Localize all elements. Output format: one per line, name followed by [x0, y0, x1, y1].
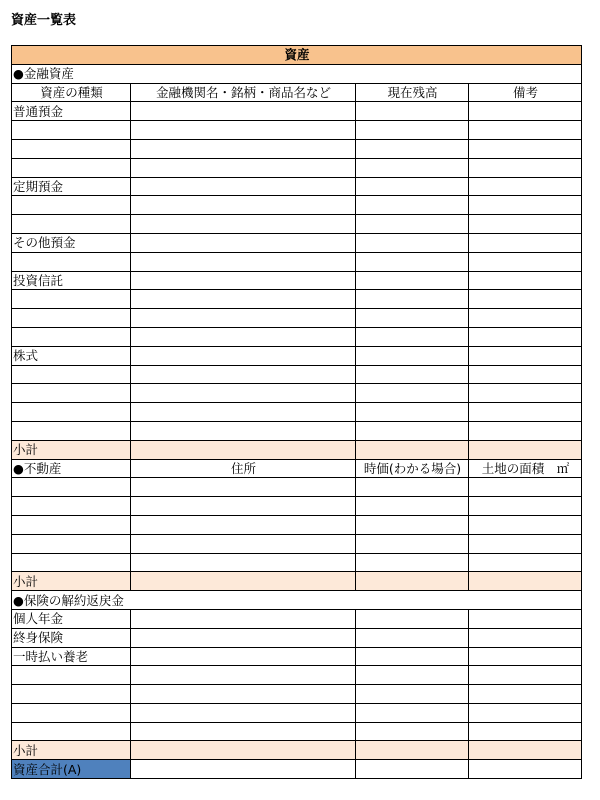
cell[interactable]: [356, 760, 469, 779]
cell[interactable]: [131, 196, 356, 215]
cell[interactable]: [12, 666, 131, 685]
cell[interactable]: [12, 196, 131, 215]
cell[interactable]: [469, 440, 582, 459]
cell[interactable]: [356, 553, 469, 572]
cell[interactable]: [12, 121, 131, 140]
cell[interactable]: [469, 309, 582, 328]
cell[interactable]: [469, 177, 582, 196]
cell[interactable]: [131, 121, 356, 140]
subtotal-row: [12, 440, 582, 459]
section-financial[interactable]: ●金融資産: [12, 64, 582, 83]
col-land-area[interactable]: 土地の面積 ㎡: [469, 459, 582, 478]
insurance-item[interactable]: 個人年金: [12, 609, 131, 628]
cell[interactable]: [356, 741, 469, 760]
cell[interactable]: [469, 215, 582, 234]
cell[interactable]: [469, 534, 582, 553]
cell[interactable]: [356, 534, 469, 553]
cell[interactable]: [469, 290, 582, 309]
category-cell[interactable]: 投資信託: [12, 271, 131, 290]
cell[interactable]: [469, 196, 582, 215]
document-title: 資産一覧表: [11, 13, 77, 28]
cell[interactable]: [131, 628, 356, 647]
table-row: [12, 346, 582, 365]
cell[interactable]: [131, 497, 356, 516]
cell[interactable]: [12, 403, 131, 422]
cell[interactable]: [12, 158, 131, 177]
table-row: [12, 365, 582, 384]
cell[interactable]: [469, 553, 582, 572]
cell[interactable]: [12, 290, 131, 309]
cell[interactable]: [469, 252, 582, 271]
cell[interactable]: [469, 760, 582, 779]
section-realestate[interactable]: ●不動産: [12, 459, 131, 478]
section-row: [12, 591, 582, 610]
cell[interactable]: [12, 215, 131, 234]
cell[interactable]: [131, 158, 356, 177]
cell[interactable]: [131, 666, 356, 685]
cell[interactable]: [469, 346, 582, 365]
table-row: [12, 421, 582, 440]
subtotal-label[interactable]: 小計: [12, 440, 131, 459]
total-label[interactable]: 資産合計(A): [12, 760, 131, 779]
cell[interactable]: [131, 515, 356, 534]
table-row: [12, 327, 582, 346]
cell[interactable]: [356, 158, 469, 177]
cell[interactable]: [356, 196, 469, 215]
table-row: [12, 515, 582, 534]
cell[interactable]: [131, 722, 356, 741]
cell[interactable]: [131, 534, 356, 553]
cell[interactable]: [131, 609, 356, 628]
cell[interactable]: [131, 102, 356, 121]
cell[interactable]: [469, 515, 582, 534]
cell[interactable]: [131, 271, 356, 290]
cell[interactable]: [356, 309, 469, 328]
cell[interactable]: [469, 478, 582, 497]
cell[interactable]: [356, 647, 469, 666]
cell[interactable]: [469, 741, 582, 760]
cell[interactable]: [356, 252, 469, 271]
cell[interactable]: [131, 760, 356, 779]
cell[interactable]: [469, 233, 582, 252]
cell[interactable]: [12, 497, 131, 516]
cell[interactable]: [131, 139, 356, 158]
cell[interactable]: [356, 666, 469, 685]
cell[interactable]: [12, 139, 131, 158]
table-row: [12, 666, 582, 685]
asset-table: [11, 45, 582, 779]
col-address[interactable]: 住所: [131, 459, 356, 478]
cell[interactable]: [356, 478, 469, 497]
subtotal-label[interactable]: 小計: [12, 572, 131, 591]
section-row: [12, 64, 582, 83]
cell[interactable]: [469, 666, 582, 685]
table-header[interactable]: 資産: [12, 46, 582, 65]
cell[interactable]: [131, 647, 356, 666]
table-row: [12, 685, 582, 704]
col-balance[interactable]: 現在残高: [356, 83, 469, 102]
table-row: [12, 384, 582, 403]
cell[interactable]: [356, 628, 469, 647]
cell[interactable]: [356, 290, 469, 309]
cell[interactable]: [356, 327, 469, 346]
cell[interactable]: [356, 384, 469, 403]
cell[interactable]: [469, 121, 582, 140]
cell[interactable]: [12, 252, 131, 271]
cell[interactable]: [131, 421, 356, 440]
cell[interactable]: [131, 177, 356, 196]
cell[interactable]: [469, 271, 582, 290]
cell[interactable]: [356, 215, 469, 234]
cell[interactable]: [131, 741, 356, 760]
cell[interactable]: [356, 177, 469, 196]
cell[interactable]: [469, 421, 582, 440]
cell[interactable]: [469, 685, 582, 704]
table-row: [12, 628, 582, 647]
table-row: [12, 271, 582, 290]
cell[interactable]: [356, 609, 469, 628]
cell[interactable]: [12, 515, 131, 534]
cell[interactable]: [356, 121, 469, 140]
cell[interactable]: [12, 309, 131, 328]
section-header-row: [12, 459, 582, 478]
subtotal-row: [12, 572, 582, 591]
cell[interactable]: [131, 685, 356, 704]
cell[interactable]: [131, 572, 356, 591]
cell[interactable]: [356, 515, 469, 534]
table-row: [12, 233, 582, 252]
cell[interactable]: [12, 722, 131, 741]
cell[interactable]: [131, 233, 356, 252]
table-row: [12, 215, 582, 234]
cell[interactable]: [12, 553, 131, 572]
table-row: [12, 403, 582, 422]
total-row: [12, 760, 582, 779]
cell[interactable]: [131, 290, 356, 309]
section-insurance[interactable]: ●保険の解約返戻金: [12, 591, 582, 610]
table-row: [12, 158, 582, 177]
insurance-item[interactable]: 一時払い養老: [12, 647, 131, 666]
cell[interactable]: [131, 215, 356, 234]
cell[interactable]: [356, 497, 469, 516]
table-row: [12, 497, 582, 516]
column-header-row: [12, 83, 582, 102]
cell[interactable]: [12, 534, 131, 553]
cell[interactable]: [12, 685, 131, 704]
cell[interactable]: [131, 346, 356, 365]
category-cell[interactable]: 普通預金: [12, 102, 131, 121]
table-row: [12, 196, 582, 215]
category-cell[interactable]: 株式: [12, 346, 131, 365]
cell[interactable]: [131, 384, 356, 403]
cell[interactable]: [131, 478, 356, 497]
cell[interactable]: [131, 365, 356, 384]
cell[interactable]: [469, 497, 582, 516]
subtotal-label[interactable]: 小計: [12, 741, 131, 760]
cell[interactable]: [469, 158, 582, 177]
cell[interactable]: [131, 403, 356, 422]
cell[interactable]: [131, 327, 356, 346]
cell[interactable]: [469, 628, 582, 647]
table-row: [12, 121, 582, 140]
col-institution[interactable]: 金融機関名・銘柄・商品名など: [131, 83, 356, 102]
category-cell[interactable]: その他預金: [12, 233, 131, 252]
cell[interactable]: [131, 553, 356, 572]
cell[interactable]: [356, 139, 469, 158]
cell[interactable]: [469, 384, 582, 403]
cell[interactable]: [469, 102, 582, 121]
col-notes[interactable]: 備考: [469, 83, 582, 102]
cell[interactable]: [356, 685, 469, 704]
col-asset-type[interactable]: 資産の種類: [12, 83, 131, 102]
col-market-value[interactable]: 時価(わかる場合): [356, 459, 469, 478]
cell[interactable]: [131, 703, 356, 722]
table-header-row: [12, 46, 582, 65]
table-row: [12, 309, 582, 328]
cell[interactable]: [469, 647, 582, 666]
table-row: [12, 703, 582, 722]
cell[interactable]: [469, 572, 582, 591]
cell[interactable]: [12, 478, 131, 497]
table-row: [12, 534, 582, 553]
table-row: [12, 177, 582, 196]
cell[interactable]: [131, 309, 356, 328]
cell[interactable]: [356, 421, 469, 440]
cell[interactable]: [469, 327, 582, 346]
cell[interactable]: [469, 722, 582, 741]
table-row: [12, 252, 582, 271]
cell[interactable]: [12, 703, 131, 722]
cell[interactable]: [131, 440, 356, 459]
cell[interactable]: [12, 421, 131, 440]
cell[interactable]: [356, 722, 469, 741]
cell[interactable]: [356, 233, 469, 252]
subtotal-row: [12, 741, 582, 760]
cell[interactable]: [12, 384, 131, 403]
cell[interactable]: [356, 271, 469, 290]
cell[interactable]: [356, 102, 469, 121]
cell[interactable]: [469, 703, 582, 722]
cell[interactable]: [469, 609, 582, 628]
category-cell[interactable]: 定期預金: [12, 177, 131, 196]
cell[interactable]: [356, 346, 469, 365]
insurance-item[interactable]: 終身保険: [12, 628, 131, 647]
cell[interactable]: [356, 703, 469, 722]
table-row: [12, 478, 582, 497]
cell[interactable]: [356, 440, 469, 459]
table-row: [12, 553, 582, 572]
cell[interactable]: [131, 252, 356, 271]
cell[interactable]: [469, 403, 582, 422]
cell[interactable]: [12, 365, 131, 384]
table-row: [12, 722, 582, 741]
table-row: [12, 102, 582, 121]
cell[interactable]: [12, 327, 131, 346]
cell[interactable]: [356, 403, 469, 422]
cell[interactable]: [356, 572, 469, 591]
cell[interactable]: [469, 365, 582, 384]
table-row: [12, 290, 582, 309]
cell[interactable]: [469, 139, 582, 158]
table-row: [12, 139, 582, 158]
table-row: [12, 609, 582, 628]
table-row: [12, 647, 582, 666]
cell[interactable]: [356, 365, 469, 384]
